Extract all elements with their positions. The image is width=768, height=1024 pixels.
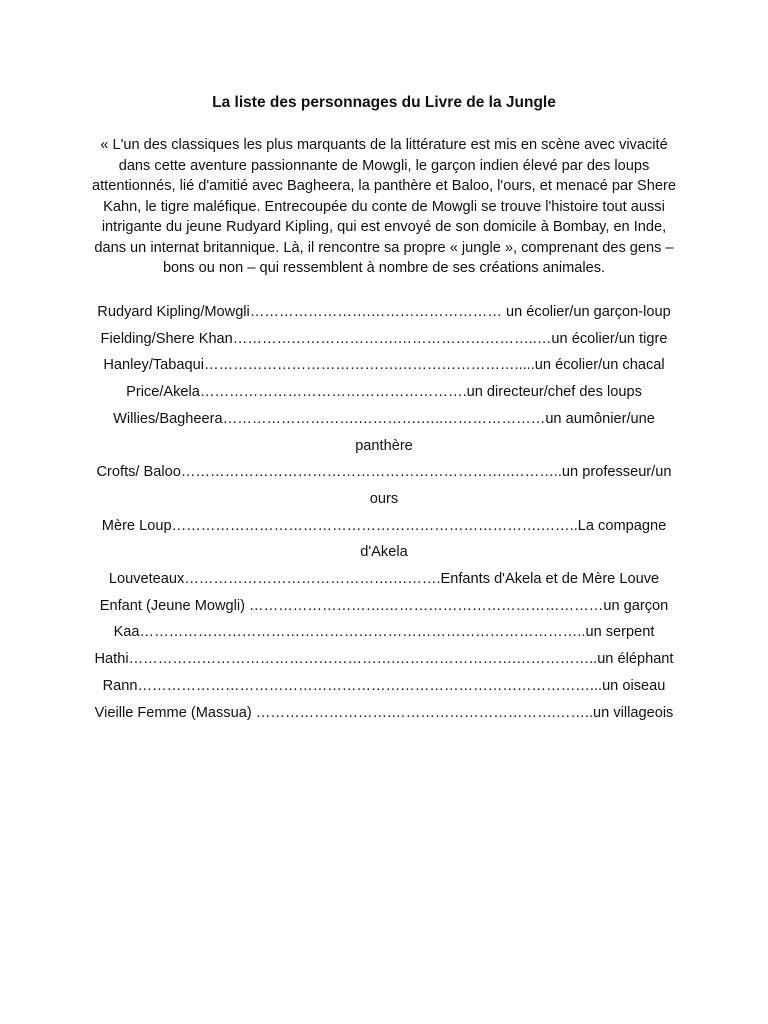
character-entry: Rann…………………………………………………………………………………...un oiseau bbox=[102, 677, 666, 694]
character-entry: Rudyard Kipling/Mowgli…………………….……………………… un écolier/un garçon-loup bbox=[97, 304, 671, 320]
character-list bbox=[84, 299, 684, 726]
character-entry: Fielding/Shere Khan…………………………….………………………..…un écolier/un tigre bbox=[100, 330, 668, 347]
character-entry: Crofts/ Baloo…………………………………………………………..………..un professeur/un ours bbox=[96, 464, 672, 507]
character-entry: Enfant (Jeune Mowgli) ……………………….………………………………………un garçon bbox=[99, 597, 669, 614]
character-entry: Vieille Femme (Massua) ……………………….…………………………….……..un villageois bbox=[94, 704, 674, 721]
document-title: La liste des personnages du Livre de la Jungle bbox=[212, 94, 556, 111]
character-entry: Willies/Bagheera……………………….………….…..…………………un aumônier/une panthère bbox=[113, 410, 655, 454]
character-entry: Mère Loup………………………………………………………………….……..La compagne d'Akela bbox=[101, 517, 667, 561]
intro-paragraph: « L'un des classiques les plus marquants de la littérature est mis en scène avec vivacité dans cette aventure passionnante de Mowgli, le garçon indien élevé par des loups attentionnés, lié d'amitié avec Bagheera, la panthère et Baloo, l'ours, et menacé par Shere Kahn, le tigre maléfique. Entrecoupée du conte de Mowgli se trouve l'histoire tout aussi intrigante du jeune Rudyard Kipling, qui est envoyé de son domicile à Bombay, en Inde, dans un internat britannique. Là, il rencontre sa propre « jungle », comprenant des gens – bons ou non – qui ressemblent à nombre de ses créations animales. bbox=[91, 137, 676, 276]
character-entry: Kaa………………………………………………………………………………..un serpent bbox=[113, 624, 655, 641]
character-entry: Hanley/Tabaqui………………………………….…………………….....un écolier/un chacal bbox=[103, 357, 665, 374]
character-entry: Hathi……………………………………………….…………………….……………..un éléphant bbox=[94, 651, 674, 668]
character-entry: Louveteaux…………………………………….……….Enfants d'Akela et de Mère Louve bbox=[108, 571, 660, 588]
character-entry: Price/Akela……………………………………………….un directeur/chef des loups bbox=[126, 384, 642, 401]
